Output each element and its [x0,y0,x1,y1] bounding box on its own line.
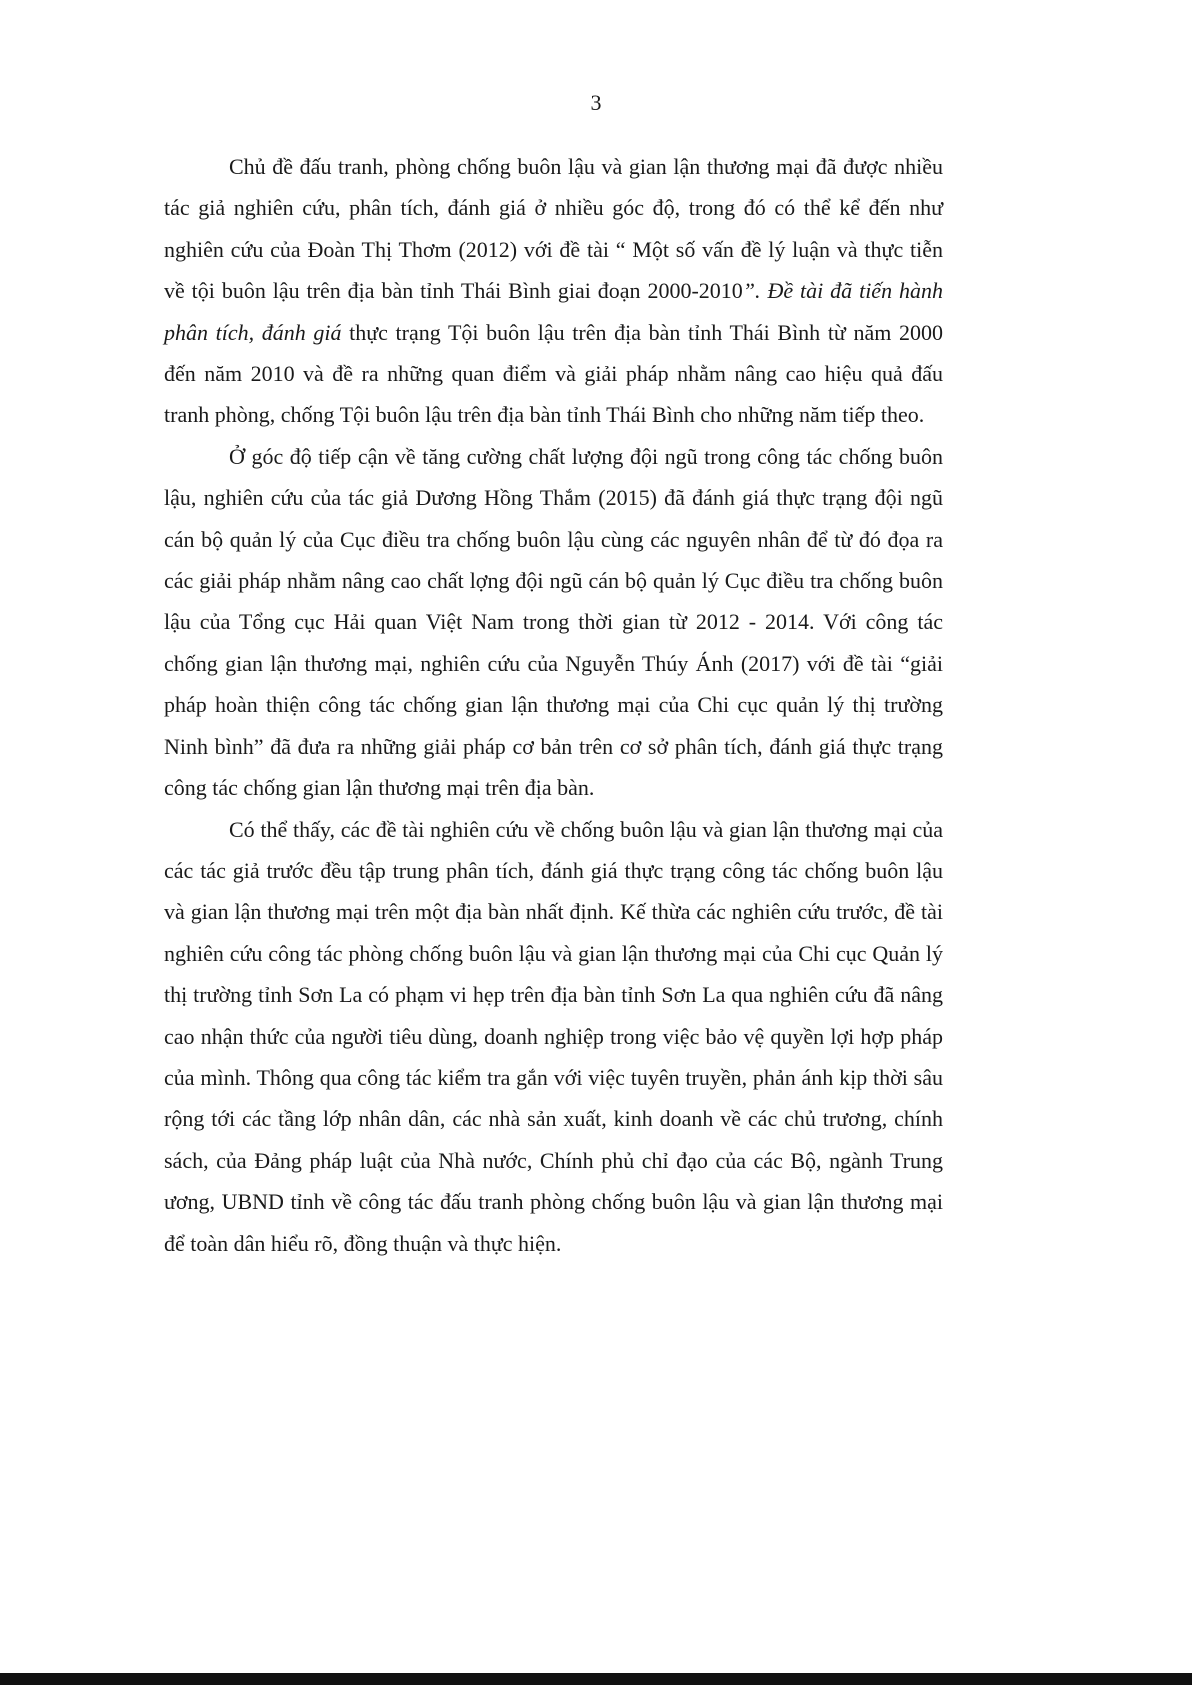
paragraph-1-text-end: thực trạng Tội buôn lậu trên địa bàn tỉnh Thái Bình từ năm 2000 đến năm 2010 và đề ra những quan điểm và giải pháp nhằm nâng cao hiệu quả đấu tranh phòng, chống Tội buôn lậu trên địa bàn tỉnh Thái Bình cho những năm tiếp theo. [164,319,943,428]
paragraph-1-italic-text: ”. Đề tài đã tiến hành phân tích, đánh giá [164,278,943,345]
page-number: 3 [590,90,602,115]
paragraph-1 [164,146,943,436]
paragraph-2: Ở góc độ tiếp cận về tăng cường chất lượng đội ngũ trong công tác chống buôn lậu, nghiên cứu của tác giả Dương Hồng Thắm (2015) đã đánh giá thực trạng đội ngũ cán bộ quản lý của Cục điều tra chống buôn lậu cùng các nguyên nhân để từ đó đọa ra các giải pháp nhằm nâng cao chất lợng đội ngũ cán bộ quản lý Cục điều tra chống buôn lậu của Tổng cục Hải quan Việt Nam trong thời gian từ 2012 - 2014. Với công tác chống gian lận thương mại, nghiên cứu của Nguyễn Thúy Ánh (2017) với đề tài “giải pháp hoàn thiện công tác chống gian lận thương mại của Chi cục quản lý thị trường Ninh bình” đã đưa ra những giải pháp cơ bản trên cơ sở phân tích, đánh giá thực trạng công tác chống gian lận thương mại trên địa bàn. [164,443,943,801]
bottom-edge-bar [0,1673,1192,1685]
paragraph-1-text-start: Chủ đề đấu tranh, phòng chống buôn lậu và gian lận thương mại đã được nhiều tác giả nghiên cứu, phân tích, đánh giá ở nhiều góc độ, trong đó có thể kể đến như nghiên cứu của Đoàn Thị Thơm (2012) với đề tài “ Một số vấn đề lý luận và thực tiễn về tội buôn lậu trên địa bàn tỉnh Thái Bình giai đoạn 2000-2010 [164,154,943,304]
paragraph-3: Có thể thấy, các đề tài nghiên cứu về chống buôn lậu và gian lận thương mại của các tác giả trước đều tập trung phân tích, đánh giá thực trạng công tác chống buôn lậu và gian lận thương mại trên một địa bàn nhất định. Kế thừa các nghiên cứu trước, đề tài nghiên cứu công tác phòng chống buôn lậu và gian lận thương mại của Chi cục Quản lý thị trường tỉnh Sơn La có phạm vi hẹp trên địa bàn tỉnh Sơn La qua nghiên cứu đã nâng cao nhận thức của người tiêu dùng, doanh nghiệp trong việc bảo vệ quyền lợi hợp pháp của mình. Thông qua công tác kiểm tra gắn với việc tuyên truyền, phản ánh kịp thời sâu rộng tới các tầng lớp nhân dân, các nhà sản xuất, kinh doanh về các chủ trương, chính sách, của Đảng pháp luật của Nhà nước, Chính phủ chỉ đạo của các Bộ, ngành Trung ương, UBND tỉnh về công tác đấu tranh phòng chống buôn lậu và gian lận thương mại để toàn dân hiểu rõ, đồng thuận và thực hiện. [164,816,943,1256]
document-body [164,146,943,1264]
